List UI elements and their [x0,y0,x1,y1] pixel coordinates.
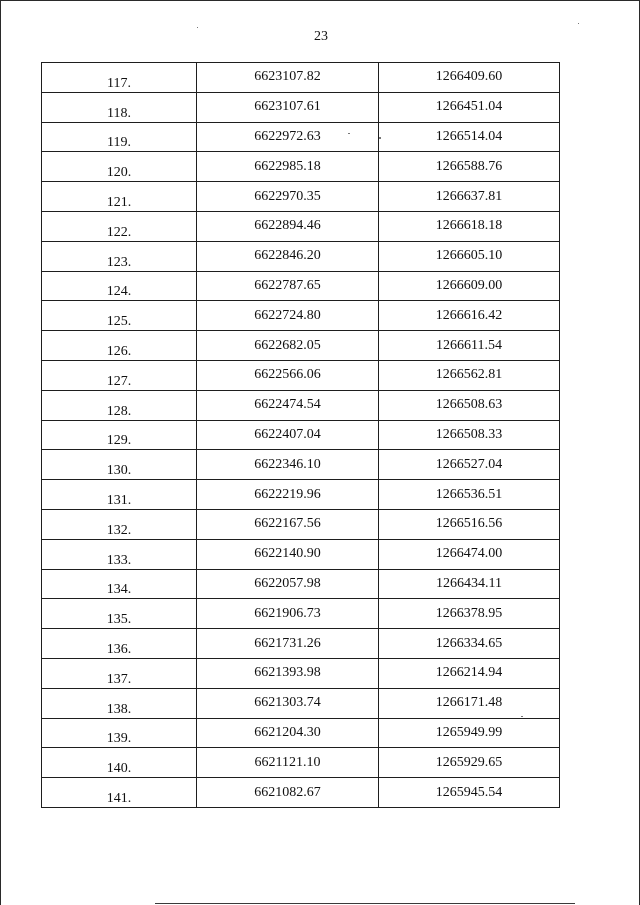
table-row [42,331,560,361]
y-coordinate-cell: 1266508.33 [379,420,560,450]
point-number-cell: 137. [42,658,197,688]
table-row [42,182,560,212]
y-coordinate-cell: 1266516.56 [379,509,560,539]
table-row [42,63,560,93]
table-row [42,301,560,331]
x-coordinate-cell: 6621906.73 [197,599,379,629]
table-row [42,658,560,688]
point-number-cell: 139. [42,718,197,748]
point-number-cell: 138. [42,688,197,718]
point-number-cell: 132. [42,509,197,539]
table-row [42,420,560,450]
y-coordinate-cell: 1266171.48 [379,688,560,718]
table-row [42,241,560,271]
table-row [42,92,560,122]
point-number-cell: 121. [42,182,197,212]
y-coordinate-cell: 1266637.81 [379,182,560,212]
table-row [42,509,560,539]
table-row [42,360,560,390]
table-row [42,688,560,718]
y-coordinate-cell: 1266536.51 [379,480,560,510]
y-coordinate-cell: 1266609.00 [379,271,560,301]
point-number-cell: 120. [42,152,197,182]
y-coordinate-cell: 1266451.04 [379,92,560,122]
table-row [42,152,560,182]
point-number-cell: 126. [42,331,197,361]
y-coordinate-cell: 1266616.42 [379,301,560,331]
x-coordinate-cell: 6622219.96 [197,480,379,510]
point-number-cell: 135. [42,599,197,629]
x-coordinate-cell: 6621082.67 [197,778,379,808]
y-coordinate-cell: 1266334.65 [379,629,560,659]
table-row [42,629,560,659]
x-coordinate-cell: 6622167.56 [197,509,379,539]
y-coordinate-cell: 1266474.00 [379,539,560,569]
x-coordinate-cell: 6621731.26 [197,629,379,659]
x-coordinate-cell: 6622140.90 [197,539,379,569]
table-row [42,271,560,301]
y-coordinate-cell: 1265945.54 [379,778,560,808]
point-number-cell: 128. [42,390,197,420]
x-coordinate-cell: 6622057.98 [197,569,379,599]
x-coordinate-cell: 6622682.05 [197,331,379,361]
scan-speck [379,137,381,139]
y-coordinate-cell: 1265949.99 [379,718,560,748]
table-row [42,539,560,569]
page-number: 23 [314,29,328,44]
coordinates-table-body [42,63,560,808]
point-number-cell: 124. [42,271,197,301]
point-number-cell: 125. [42,301,197,331]
point-number-cell: 140. [42,748,197,778]
y-coordinate-cell: 1265929.65 [379,748,560,778]
scan-speck [348,133,350,134]
table-row [42,390,560,420]
point-number-cell: 123. [42,241,197,271]
x-coordinate-cell: 6621303.74 [197,688,379,718]
x-coordinate-cell: 6622970.35 [197,182,379,212]
y-coordinate-cell: 1266434.11 [379,569,560,599]
y-coordinate-cell: 1266588.76 [379,152,560,182]
y-coordinate-cell: 1266514.04 [379,122,560,152]
x-coordinate-cell: 6622985.18 [197,152,379,182]
y-coordinate-cell: 1266508.63 [379,390,560,420]
y-coordinate-cell: 1266214.94 [379,658,560,688]
x-coordinate-cell: 6623107.61 [197,92,379,122]
y-coordinate-cell: 1266611.54 [379,331,560,361]
x-coordinate-cell: 6622787.65 [197,271,379,301]
point-number-cell: 130. [42,450,197,480]
table-row [42,718,560,748]
table-row [42,569,560,599]
table-row [42,450,560,480]
point-number-cell: 129. [42,420,197,450]
point-number-cell: 131. [42,480,197,510]
table-row [42,211,560,241]
point-number-cell: 136. [42,629,197,659]
y-coordinate-cell: 1266618.18 [379,211,560,241]
point-number-cell: 119. [42,122,197,152]
x-coordinate-cell: 6622407.04 [197,420,379,450]
table-row [42,480,560,510]
x-coordinate-cell: 6621204.30 [197,718,379,748]
x-coordinate-cell: 6622566.06 [197,360,379,390]
table-row [42,778,560,808]
point-number-cell: 134. [42,569,197,599]
point-number-cell: 122. [42,211,197,241]
point-number-cell: 133. [42,539,197,569]
scan-speck [521,716,523,717]
x-coordinate-cell: 6622474.54 [197,390,379,420]
y-coordinate-cell: 1266605.10 [379,241,560,271]
x-coordinate-cell: 6621393.98 [197,658,379,688]
table-row [42,122,560,152]
y-coordinate-cell: 1266562.81 [379,360,560,390]
x-coordinate-cell: 6622894.46 [197,211,379,241]
x-coordinate-cell: 6623107.82 [197,63,379,93]
x-coordinate-cell: 6622724.80 [197,301,379,331]
point-number-cell: 141. [42,778,197,808]
y-coordinate-cell: 1266527.04 [379,450,560,480]
y-coordinate-cell: 1266378.95 [379,599,560,629]
table-row [42,599,560,629]
x-coordinate-cell: 6621121.10 [197,748,379,778]
y-coordinate-cell: 1266409.60 [379,63,560,93]
x-coordinate-cell: 6622346.10 [197,450,379,480]
point-number-cell: 127. [42,360,197,390]
x-coordinate-cell: 6622972.63 [197,122,379,152]
scan-speck [197,27,198,28]
scan-speck [578,23,579,24]
scan-edge-line [155,903,575,904]
x-coordinate-cell: 6622846.20 [197,241,379,271]
coordinates-table [41,62,560,808]
table-row [42,748,560,778]
point-number-cell: 117. [42,63,197,93]
point-number-cell: 118. [42,92,197,122]
